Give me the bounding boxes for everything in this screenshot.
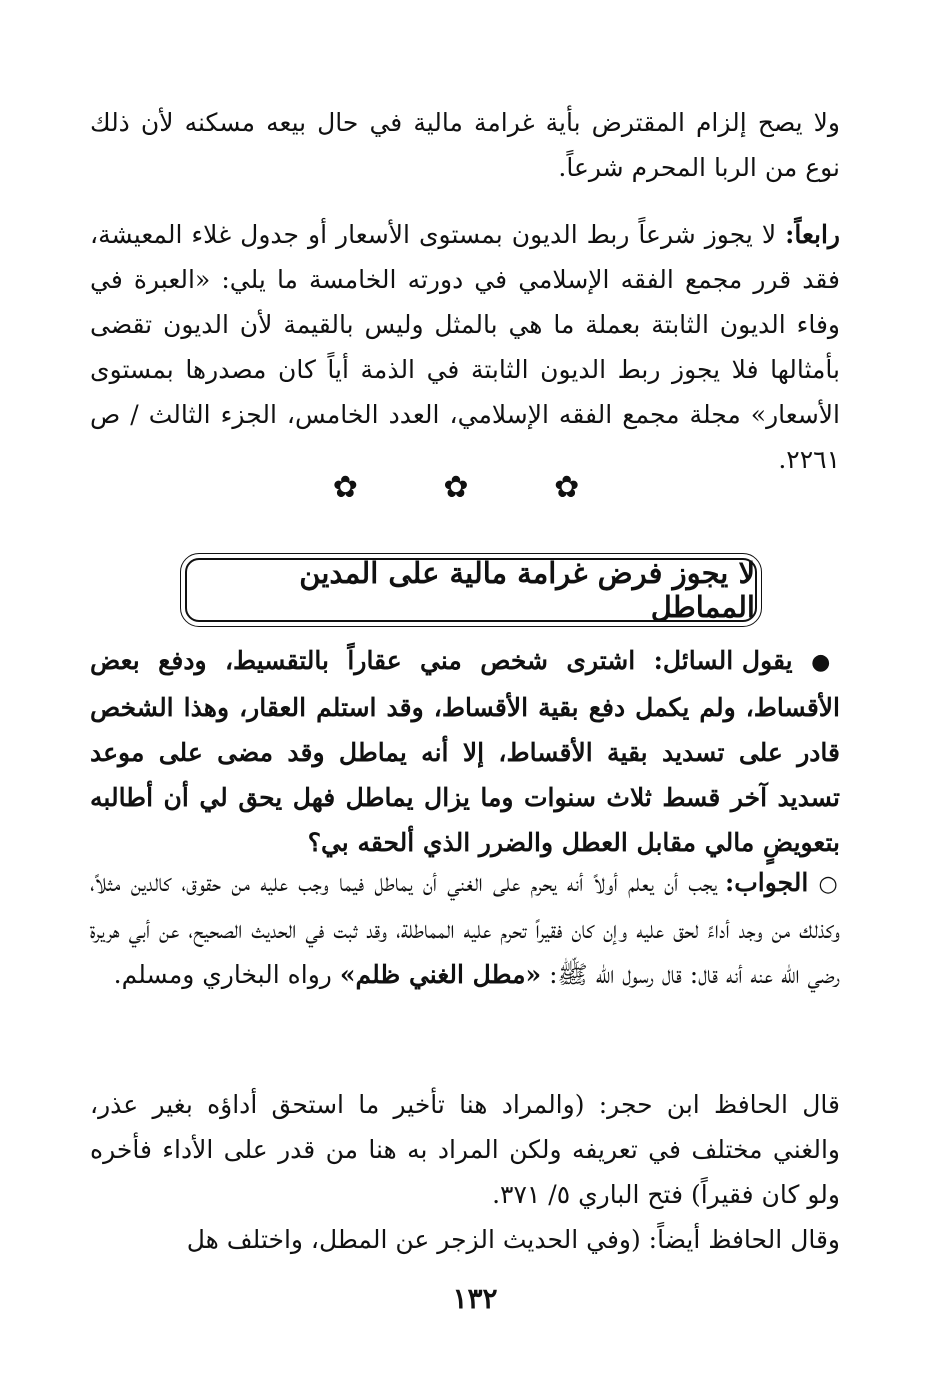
quote-text: قال الحافظ ابن حجر: (والمراد هنا تأخير ما استحق أداؤه بغير عذر، والغني مختلف في تعريفه ولكن المراد به هنا من قدر على الأداء فأخره ولو كان فقيراً) فتح الباري ٥/ ٣٧١. <box>90 1090 840 1209</box>
question-text: يقول السائل: اشترى شخص مني عقاراً بالتقسيط، ودفع بعض الأقساط، ولم يكمل دفع بقية الأقساط، وقد استلم العقار، وهذا الشخص قادر على تسديد بقية الأقساط، إلا أنه يماطل وقد مضى على موعد تسديد آخر قسط ثلاث سنوات وما يزال يماطل فهل يحق لي أن أطالبه بتعويضٍ مالي مقابل العطل والضرر الذي ألحقه بي؟ <box>90 646 840 857</box>
bullet-icon: ● <box>811 649 840 675</box>
paragraph-label: رابعاً: <box>785 220 840 249</box>
paragraph-text: ولا يصح إلزام المقترض بأية غرامة مالية في حال بيعه مسكنه لأن ذلك نوع من الربا المحرم شرعاً. <box>90 108 840 182</box>
quote-ibn-hajar <box>90 1082 840 1217</box>
answer-text: يجب أن يعلم أولاً أنه يحرم على الغني أن يماطل فيما وجب عليه من حقوق، كالدين مثلاً، وكذلك من وجد أداءً لحق عليه وإن كان فقيراً تحرم عليه المماطلة، وقد ثبت في الحديث الصحيح، عن أبي هريرة رضي الله عنه أنه قال: قال رسول الله ﷺ: <box>90 868 840 989</box>
section-title <box>185 558 757 622</box>
paragraph-text: لا يجوز شرعاً ربط الديون بمستوى الأسعار أو جدول غلاء المعيشة، فقد قرر مجمع الفقه الإسلامي في دورته الخامسة ما يلي: «العبرة في وفاء الديون الثابتة بعملة ما هي بالمثل وليس بالقيمة لأن الديون تقضى بأمثالها فلا يجوز ربط الديون الثابتة في الذمة أياً كان مصدرها بمستوى الأسعار» مجلة مجمع الفقه الإسلامي، العدد الخامس، الجزء الثالث / ص ٢٢٦١. <box>90 220 840 474</box>
answer-paragraph <box>90 860 840 997</box>
answer-text-end: رواه البخاري ومسلم. <box>113 960 340 989</box>
hadith-quote: «مطل الغني ظلم» <box>339 960 542 989</box>
page-number: ١٣٢ <box>452 1282 498 1315</box>
hollow-bullet-icon: ○ <box>818 872 840 897</box>
section-title-text: لا يجوز فرض غرامة مالية على المدين المماطل <box>299 556 755 624</box>
quote-continued <box>90 1217 840 1262</box>
section-ornament: ✿ ✿ ✿ <box>332 470 618 505</box>
quote-text: وقال الحافظ أيضاً: (وفي الحديث الزجر عن المطل، واختلف هل <box>186 1225 840 1254</box>
paragraph-fourth <box>90 212 840 482</box>
paragraph-loan-penalty <box>90 100 840 190</box>
answer-label: الجواب: <box>724 868 809 897</box>
question-paragraph <box>90 638 840 865</box>
